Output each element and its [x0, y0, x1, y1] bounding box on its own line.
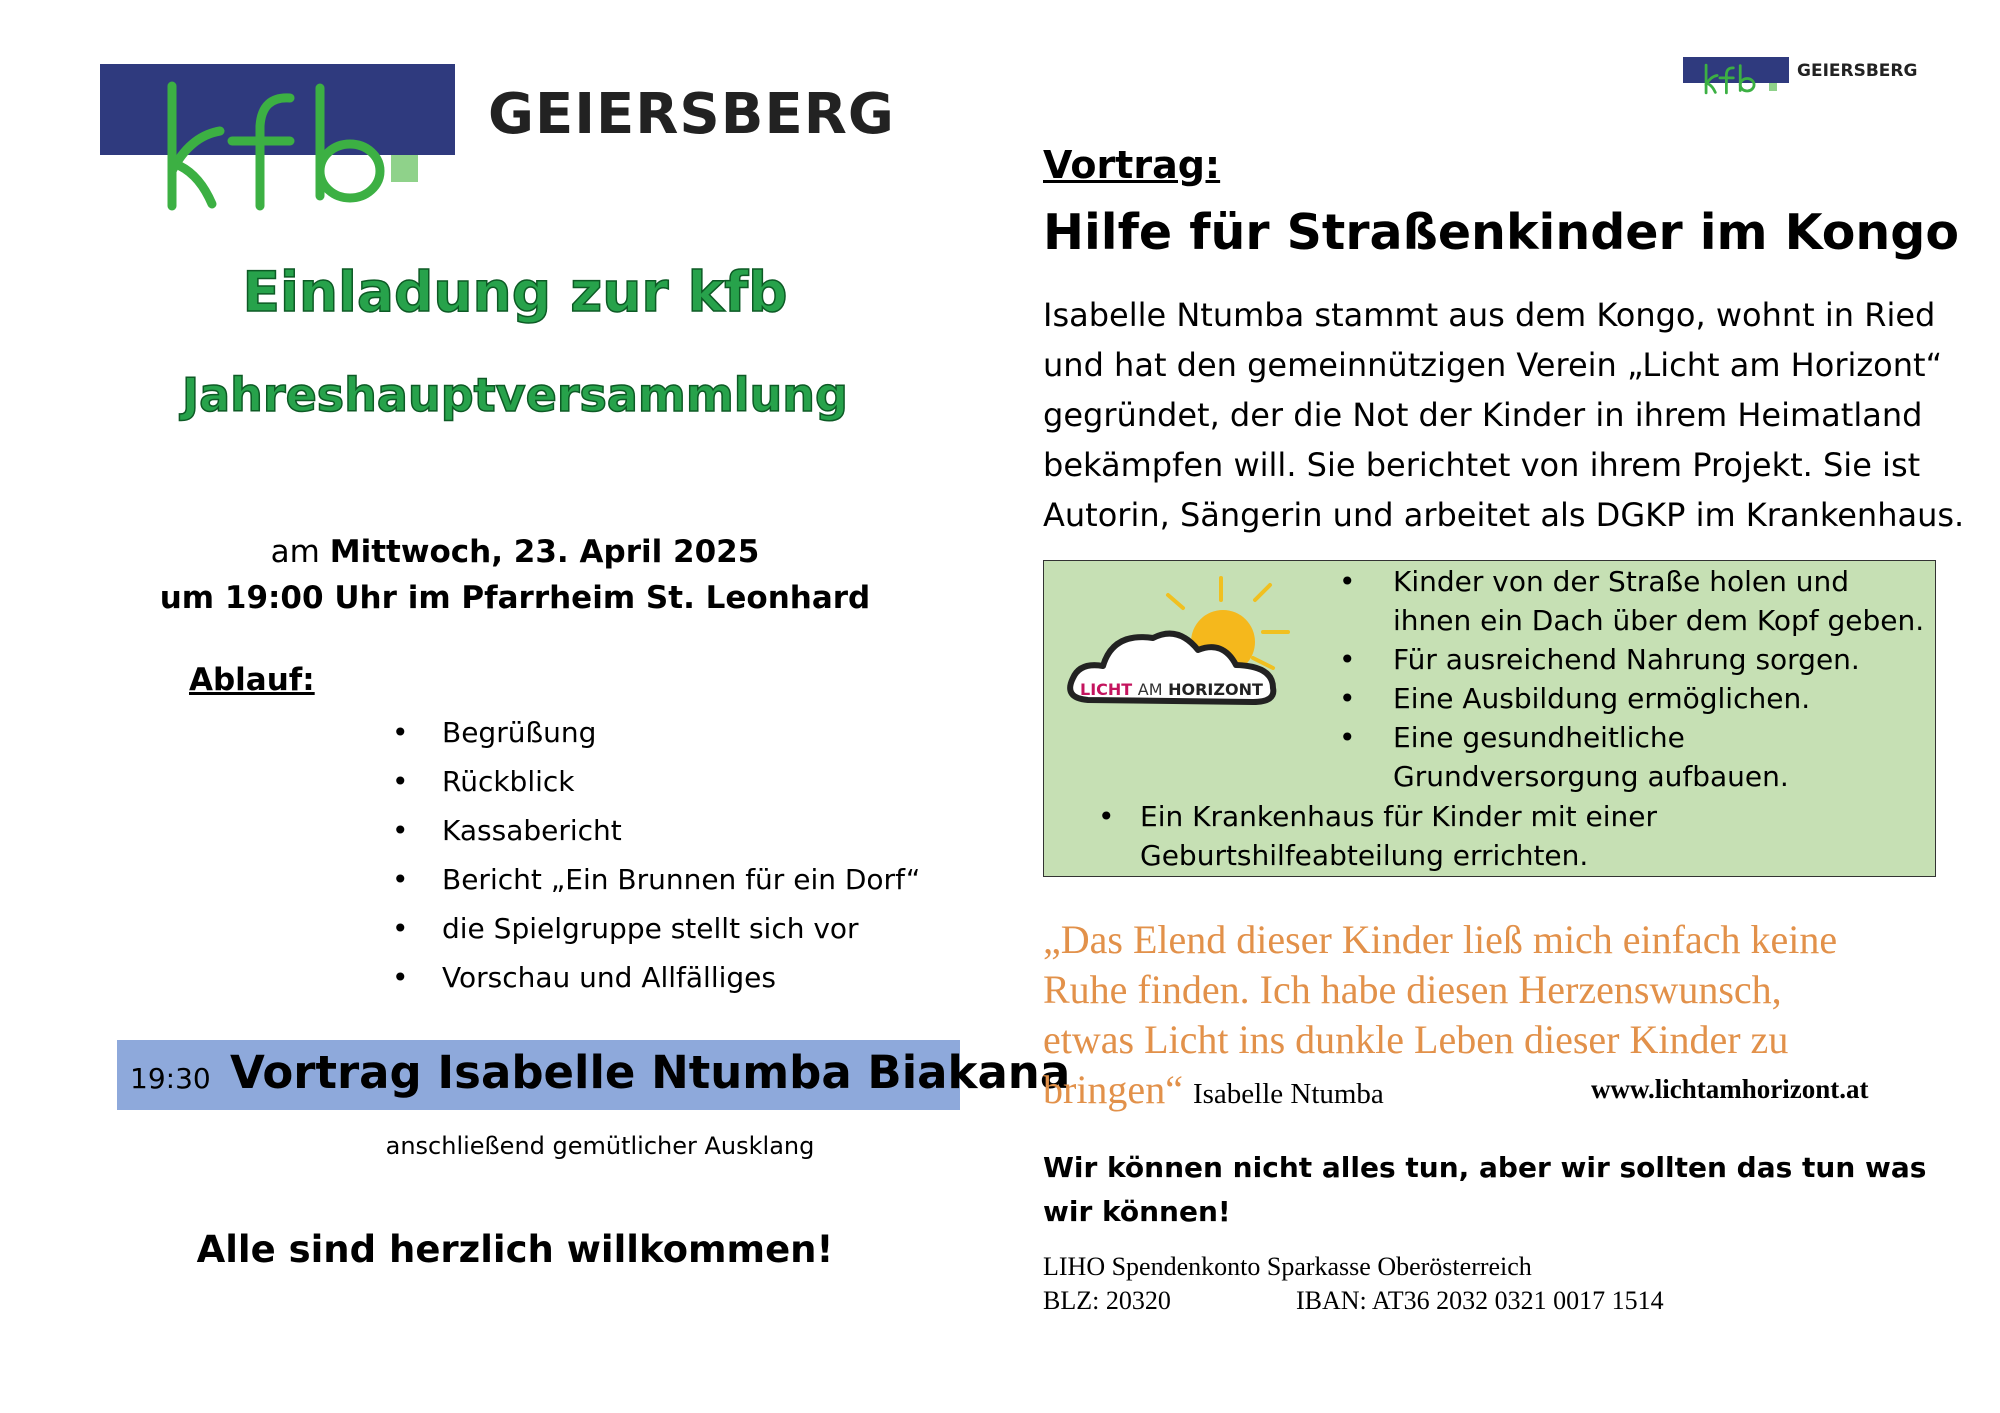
quote-line-last: bringen“ Isabelle Ntumba [1043, 1067, 1384, 1112]
licht-am-horizont-label: LICHT AM HORIZONT [1080, 680, 1263, 699]
welcome-text: Alle sind herzlich willkommen! [196, 1228, 834, 1271]
quote-line: Ruhe finden. Ich habe diesen Herzenswunsch, [1043, 967, 1782, 1012]
goal-item: • Kinder von der Straße holen und ihnen ein Dach über dem Kopf geben. [1393, 562, 1933, 640]
bank-details [1043, 1250, 1664, 1318]
quote-line: etwas Licht ins dunkle Leben dieser Kinder zu [1043, 1017, 1789, 1062]
assembly-title: Jahreshauptversammlung [182, 368, 848, 422]
goal-item: • Ein Krankenhaus für Kinder mit einer Geburtshilfeabteilung errichten. [1140, 797, 1940, 875]
agenda-item: • die Spielgruppe stellt sich vor [392, 910, 920, 959]
talk-time: 19:30 [130, 1062, 211, 1095]
agenda-item: • Vorschau und Allfälliges [392, 959, 920, 1008]
kfb-logo-small [1683, 57, 1795, 101]
agenda-list [392, 714, 920, 1008]
goal-item: • Eine gesundheitliche Grundversorgung aufbauen. [1393, 718, 1933, 796]
goal-item: • Für ausreichend Nahrung sorgen. [1393, 640, 1933, 679]
speaker-bio [1043, 290, 1963, 540]
kfb-logo-large [100, 64, 460, 212]
bio-line: Autorin, Sängerin und arbeitet als DGKP im Krankenhaus. [1043, 496, 1965, 534]
agenda-item: • Rückblick [392, 763, 920, 812]
bank-blz: BLZ: 20320 [1043, 1286, 1171, 1315]
kfb-letters-icon [1701, 59, 1761, 99]
bio-line: bekämpfen will. Sie berichtet von ihrem Projekt. Sie ist [1043, 446, 1921, 484]
goal-item: • Eine Ausbildung ermöglichen. [1393, 679, 1933, 718]
motto-text: Wir können nicht alles tun, aber wir sollten das tun was wir können! [1043, 1151, 1927, 1228]
invitation-title: Einladung zur kfb [242, 260, 788, 324]
goals-list [1393, 562, 1933, 796]
quote-line: „Das Elend dieser Kinder ließ mich einfach keine [1043, 917, 1838, 962]
vortrag-label: Vortrag: [1043, 143, 1221, 187]
bio-line: und hat den gemeinnützigen Verein „Licht am Horizont“ [1043, 346, 1943, 384]
event-date: am Mittwoch, 23. April 2025 [270, 534, 760, 570]
agenda-heading: Ablauf: [189, 662, 315, 698]
kfb-letters-icon [150, 76, 410, 216]
agenda-item: • Begrüßung [392, 714, 920, 763]
agenda-item: • Kassabericht [392, 812, 920, 861]
bio-line: gegründet, der die Not der Kinder in ihrem Heimatland [1043, 396, 1923, 434]
bank-iban: IBAN: AT36 2032 0321 0017 1514 [1296, 1286, 1664, 1315]
quote-author: Isabelle Ntumba [1192, 1078, 1384, 1110]
goals-list-extra [1140, 797, 1940, 875]
agenda-item: • Bericht „Ein Brunnen für ein Dorf“ [392, 861, 920, 910]
brand-name: GEIERSBERG [488, 82, 895, 147]
talk-headline: Hilfe für Straßenkinder im Kongo [1043, 204, 1960, 261]
event-time-place: um 19:00 Uhr im Pfarrheim St. Leonhard [159, 580, 871, 616]
website-link[interactable]: www.lichtamhorizont.at [1591, 1074, 1869, 1104]
talk-title: Vortrag Isabelle Ntumba Biakana [230, 1046, 1071, 1099]
brand-name-small: GEIERSBERG [1797, 61, 1918, 81]
logo-square [1769, 83, 1777, 91]
after-note: anschließend gemütlicher Ausklang [385, 1132, 815, 1160]
bank-account-line: LIHO Spendenkonto Sparkasse Oberösterreich [1043, 1252, 1532, 1281]
bio-line: Isabelle Ntumba stammt aus dem Kongo, wohnt in Ried [1043, 296, 1936, 334]
